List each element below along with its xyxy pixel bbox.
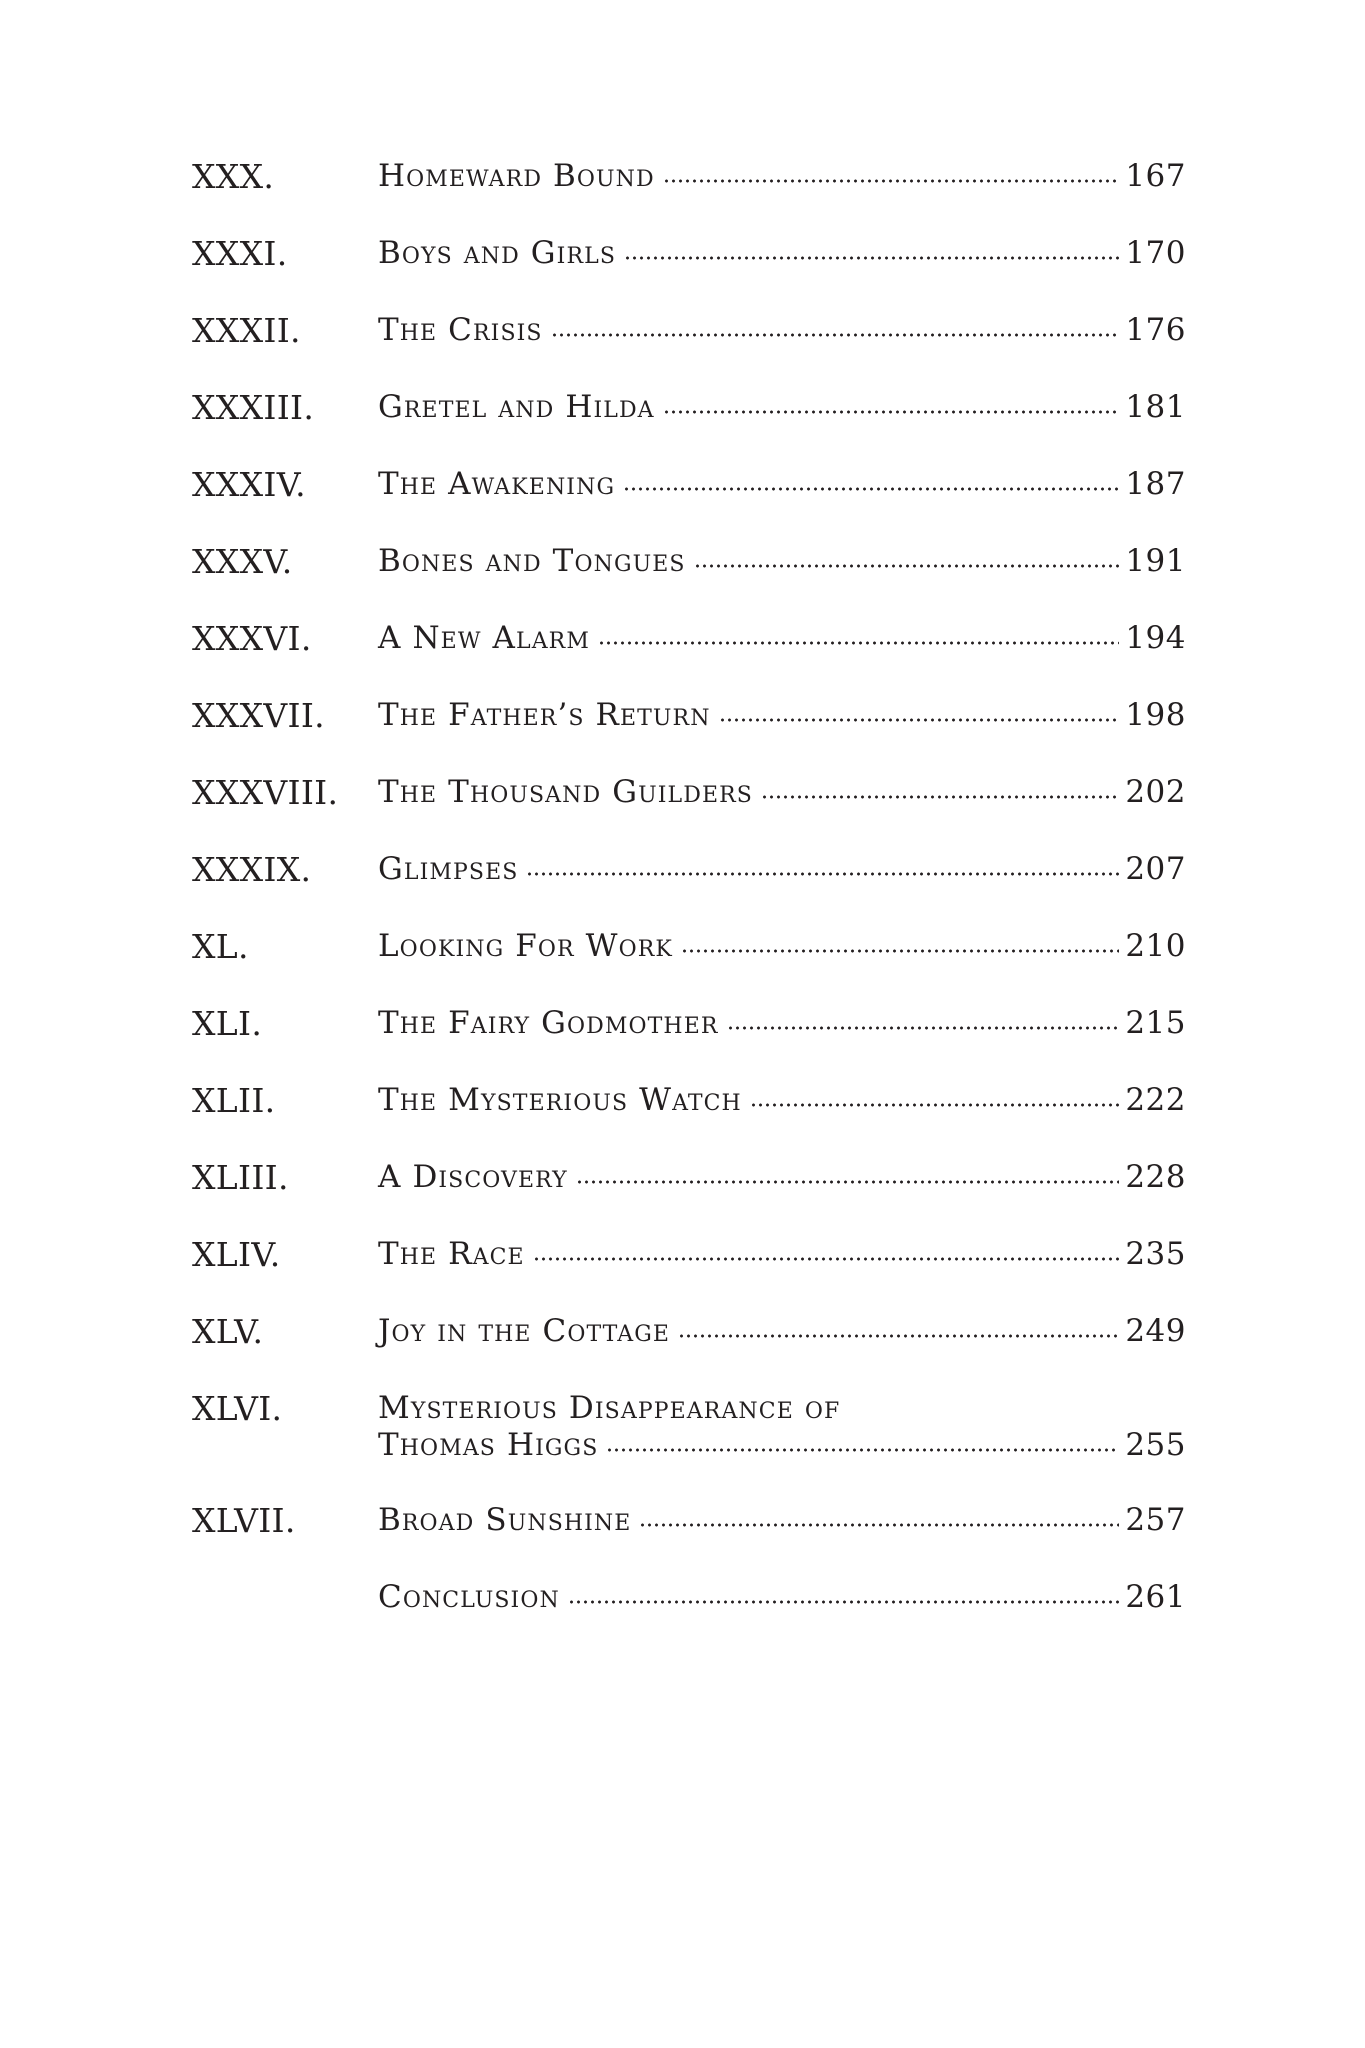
- chapter-entry: [378, 928, 1186, 965]
- chapter-entry: [378, 1005, 1186, 1042]
- chapter-numeral: XXXVI.: [192, 619, 312, 658]
- chapter-numeral: XXXIV.: [192, 465, 306, 504]
- chapter-entry: [378, 389, 1186, 426]
- chapter-numeral: XL.: [192, 927, 249, 966]
- chapter-title: Bones and Tongues: [378, 543, 686, 579]
- chapter-entry: [378, 1236, 1186, 1273]
- toc-entry: [192, 312, 1186, 349]
- toc-entry: [192, 851, 1186, 888]
- chapter-title-line-1: Mysterious Disappearance of: [378, 1390, 841, 1426]
- chapter-entry: [378, 235, 1186, 272]
- page-number: 198: [1125, 697, 1186, 733]
- dot-leader: [681, 946, 1119, 956]
- chapter-numeral: XXXVII.: [192, 696, 325, 735]
- toc-entry: [192, 1579, 1186, 1616]
- chapter-numeral: XXXIII.: [192, 388, 315, 427]
- toc-entry: [192, 1390, 1186, 1464]
- toc-entry: [192, 389, 1186, 426]
- dot-leader: [551, 330, 1120, 340]
- chapter-numeral: XXXI.: [192, 234, 288, 273]
- page-number: 194: [1125, 620, 1186, 656]
- chapter-entry: [378, 1579, 1186, 1616]
- page-number: 202: [1125, 774, 1186, 810]
- dot-leader: [526, 869, 1119, 879]
- chapter-entry: [378, 697, 1186, 734]
- page-number: 181: [1125, 389, 1186, 425]
- toc-entry: [192, 1502, 1186, 1539]
- chapter-entry: [378, 774, 1186, 811]
- chapter-title: The Crisis: [378, 312, 543, 348]
- chapter-numeral: XXXVIII.: [192, 773, 339, 812]
- page-number: 191: [1125, 543, 1186, 579]
- dot-leader: [750, 1100, 1119, 1110]
- dot-leader: [568, 1597, 1119, 1607]
- chapter-entry: [378, 1159, 1186, 1196]
- chapter-title: The Fairy Godmother: [378, 1005, 719, 1041]
- chapter-title: Boys and Girls: [378, 235, 616, 271]
- dot-leader: [678, 1331, 1119, 1341]
- page-number: 257: [1125, 1502, 1186, 1538]
- toc-entry: [192, 1082, 1186, 1119]
- page-number: 249: [1125, 1313, 1186, 1349]
- page-number: 170: [1125, 235, 1186, 271]
- toc-entry: [192, 543, 1186, 580]
- toc-entry: [192, 235, 1186, 272]
- chapter-entry: [378, 1502, 1186, 1539]
- chapter-entry: [378, 312, 1186, 349]
- dot-leader: [694, 561, 1120, 571]
- chapter-numeral: XLII.: [192, 1081, 276, 1120]
- toc-entry: [192, 928, 1186, 965]
- dot-leader: [576, 1177, 1120, 1187]
- dot-leader: [761, 792, 1119, 802]
- chapter-numeral: XLI.: [192, 1004, 263, 1043]
- toc-entry: [192, 466, 1186, 503]
- page-number: 235: [1125, 1236, 1186, 1272]
- chapter-title: Broad Sunshine: [378, 1502, 632, 1538]
- chapter-title: Gretel and Hilda: [378, 389, 655, 425]
- chapter-title: Joy in the Cottage: [378, 1313, 671, 1349]
- chapter-numeral: XXXV.: [192, 542, 293, 581]
- page-number: 207: [1125, 851, 1186, 887]
- chapter-entry: [378, 543, 1186, 580]
- page-number: 215: [1125, 1005, 1186, 1041]
- toc-entry: [192, 774, 1186, 811]
- chapter-numeral: XLVII.: [192, 1501, 296, 1540]
- dot-leader: [606, 1445, 1119, 1455]
- dot-leader: [663, 407, 1120, 417]
- toc-entry: [192, 1005, 1186, 1042]
- chapter-numeral: XXXII.: [192, 311, 301, 350]
- page-number: 261: [1125, 1579, 1186, 1615]
- chapter-title: Conclusion: [378, 1579, 560, 1615]
- chapter-entry: [378, 1082, 1186, 1119]
- chapter-title: Glimpses: [378, 851, 519, 887]
- dot-leader: [624, 253, 1119, 263]
- toc-entry: [192, 1236, 1186, 1273]
- page-number: 210: [1125, 928, 1186, 964]
- page-number: 222: [1125, 1082, 1186, 1118]
- chapter-title: The Thousand Guilders: [378, 774, 753, 810]
- page-number: 228: [1125, 1159, 1186, 1195]
- chapter-entry: [378, 851, 1186, 888]
- chapter-numeral: XLV.: [192, 1312, 264, 1351]
- chapter-entry: [378, 158, 1186, 195]
- table-of-contents: [192, 158, 1186, 1656]
- chapter-title: Looking For Work: [378, 928, 673, 964]
- chapter-title: The Mysterious Watch: [378, 1082, 742, 1118]
- chapter-title: Homeward Bound: [378, 158, 655, 194]
- chapter-title: The Father’s Return: [378, 697, 711, 733]
- chapter-title: The Awakening: [378, 466, 616, 502]
- toc-entry: [192, 1313, 1186, 1350]
- toc-entry: [192, 697, 1186, 734]
- chapter-entry: [378, 620, 1186, 657]
- dot-leader: [719, 715, 1120, 725]
- dot-leader: [663, 176, 1120, 186]
- page-number: 167: [1125, 158, 1186, 194]
- dot-leader: [623, 484, 1119, 494]
- chapter-title-line-2-wrap: [378, 1427, 1186, 1464]
- chapter-title: The Race: [378, 1236, 525, 1272]
- dot-leader: [533, 1254, 1120, 1264]
- toc-entry: [192, 1159, 1186, 1196]
- dot-leader: [727, 1023, 1120, 1033]
- page-number: 187: [1125, 466, 1186, 502]
- chapter-entry: [378, 1390, 1186, 1464]
- chapter-title-line-2: Thomas Higgs: [378, 1427, 599, 1463]
- chapter-title: A New Alarm: [378, 620, 590, 656]
- chapter-numeral: XLIV.: [192, 1235, 281, 1274]
- chapter-numeral: XLVI.: [192, 1389, 283, 1428]
- chapter-entry: [378, 1313, 1186, 1350]
- chapter-entry: [378, 466, 1186, 503]
- chapter-numeral: XXX.: [192, 157, 275, 196]
- chapter-title: A Discovery: [378, 1159, 568, 1195]
- toc-entry: [192, 620, 1186, 657]
- dot-leader: [639, 1520, 1119, 1530]
- toc-entry: [192, 158, 1186, 195]
- page-number: 255: [1125, 1427, 1186, 1463]
- dot-leader: [598, 638, 1119, 648]
- chapter-numeral: XXXIX.: [192, 850, 312, 889]
- page-number: 176: [1125, 312, 1186, 348]
- chapter-numeral: XLIII.: [192, 1158, 289, 1197]
